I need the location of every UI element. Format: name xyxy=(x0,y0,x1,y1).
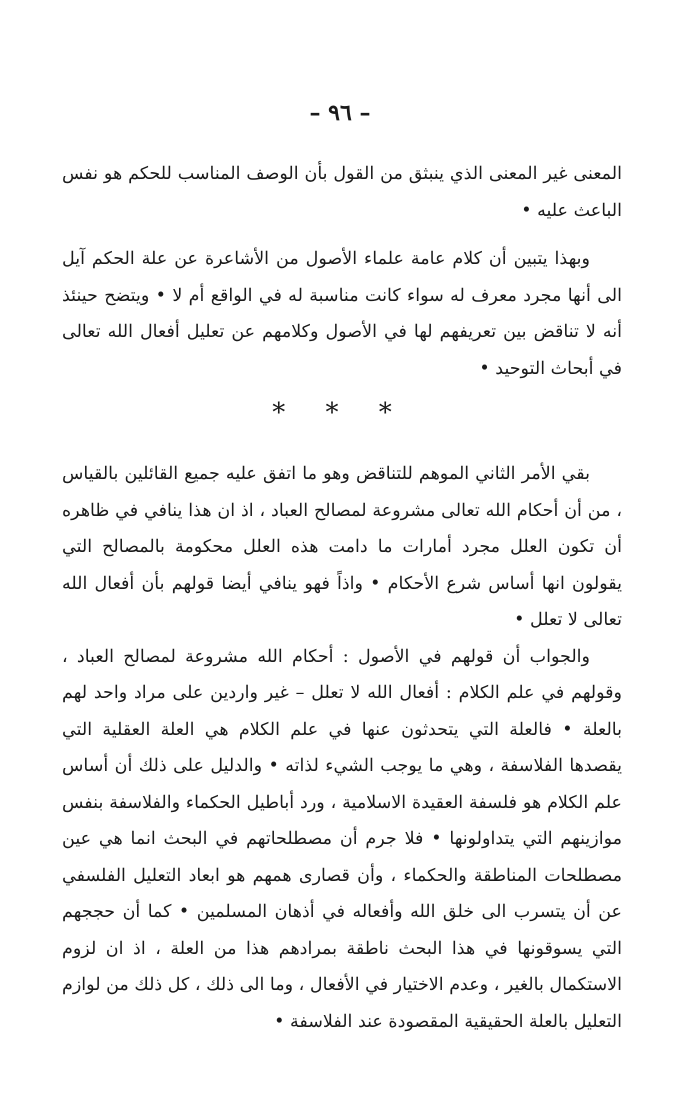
text-block-top xyxy=(62,156,622,387)
paragraph: وبهذا يتبين أن كلام عامة علماء الأصول من الأشاعرة عن علة الحكم آيل الى أنها مجرد معرف له سواء كانت مناسبة له في الواقع أم لا • ويتضح حينئذ أنه لا تناقض بين تعريفهم لها في الأصول وكلامهم عن تعليل أفعال الله تعالى في أبحاث التوحيد • xyxy=(62,249,622,379)
paragraph: والجواب أن قولهم في الأصول : أحكام الله مشروعة لمصالح العباد ، وقولهم في علم الكلام : أفعال الله لا تعلل – غير واردين على مراد واحد لهم بالعلة • فالعلة التي يتحدثون عنها في علم الكلام هي العلة العقلية التي يقصدها الفلاسفة ، وهي ما يوجب الشيء لذاته • والدليل على ذلك أن أساس علم الكلام هو فلسفة العقيدة الاسلامية ، ورد أباطيل الحكماء والفلاسفة بنفس موازينهم التي يتداولونها • فلا جرم أن مصطلحاتهم في البحث انما هي عين مصطلحات المناطقة والحكماء ، وأن قصارى همهم هو ابعاد التعليل الفلسفي عن أن يتسرب الى خلق الله وأفعاله في أذهان المسلمين • كما أن حججهم التي يسوقونها في هذا البحث ناطقة بمرادهم هذا من العلة ، اذ ان لزوم الاستكمال بالغير ، وعدم الاختيار في الأفعال ، وما الى ذلك ، كل ذلك من لوازم التعليل بالعلة الحقيقية المقصودة عند الفلاسفة • xyxy=(62,646,622,1032)
paragraph: بقي الأمر الثاني الموهم للتناقض وهو ما اتفق عليه جميع القائلين بالقياس ، من أن أحكام الله تعالى مشروعة لمصالح العباد ، اذ ان هذا ينافي في ظاهره أن تكون العلل مجرد أمارات ما دامت هذه العلل محكومة بالمصالح التي يقولون انها أساس شرع الأحكام • واذاً فهو ينافي أيضا قولهم بأن أفعال الله تعالى لا تعلل • xyxy=(62,464,622,630)
paragraph: المعنى غير المعنى الذي ينبثق من القول بأن الوصف المناسب للحكم هو نفس الباعث عليه • xyxy=(62,164,622,221)
text-block-bottom xyxy=(62,456,622,1040)
page-number: – ٩٦ – xyxy=(309,100,371,126)
section-divider: * * * xyxy=(272,398,408,428)
